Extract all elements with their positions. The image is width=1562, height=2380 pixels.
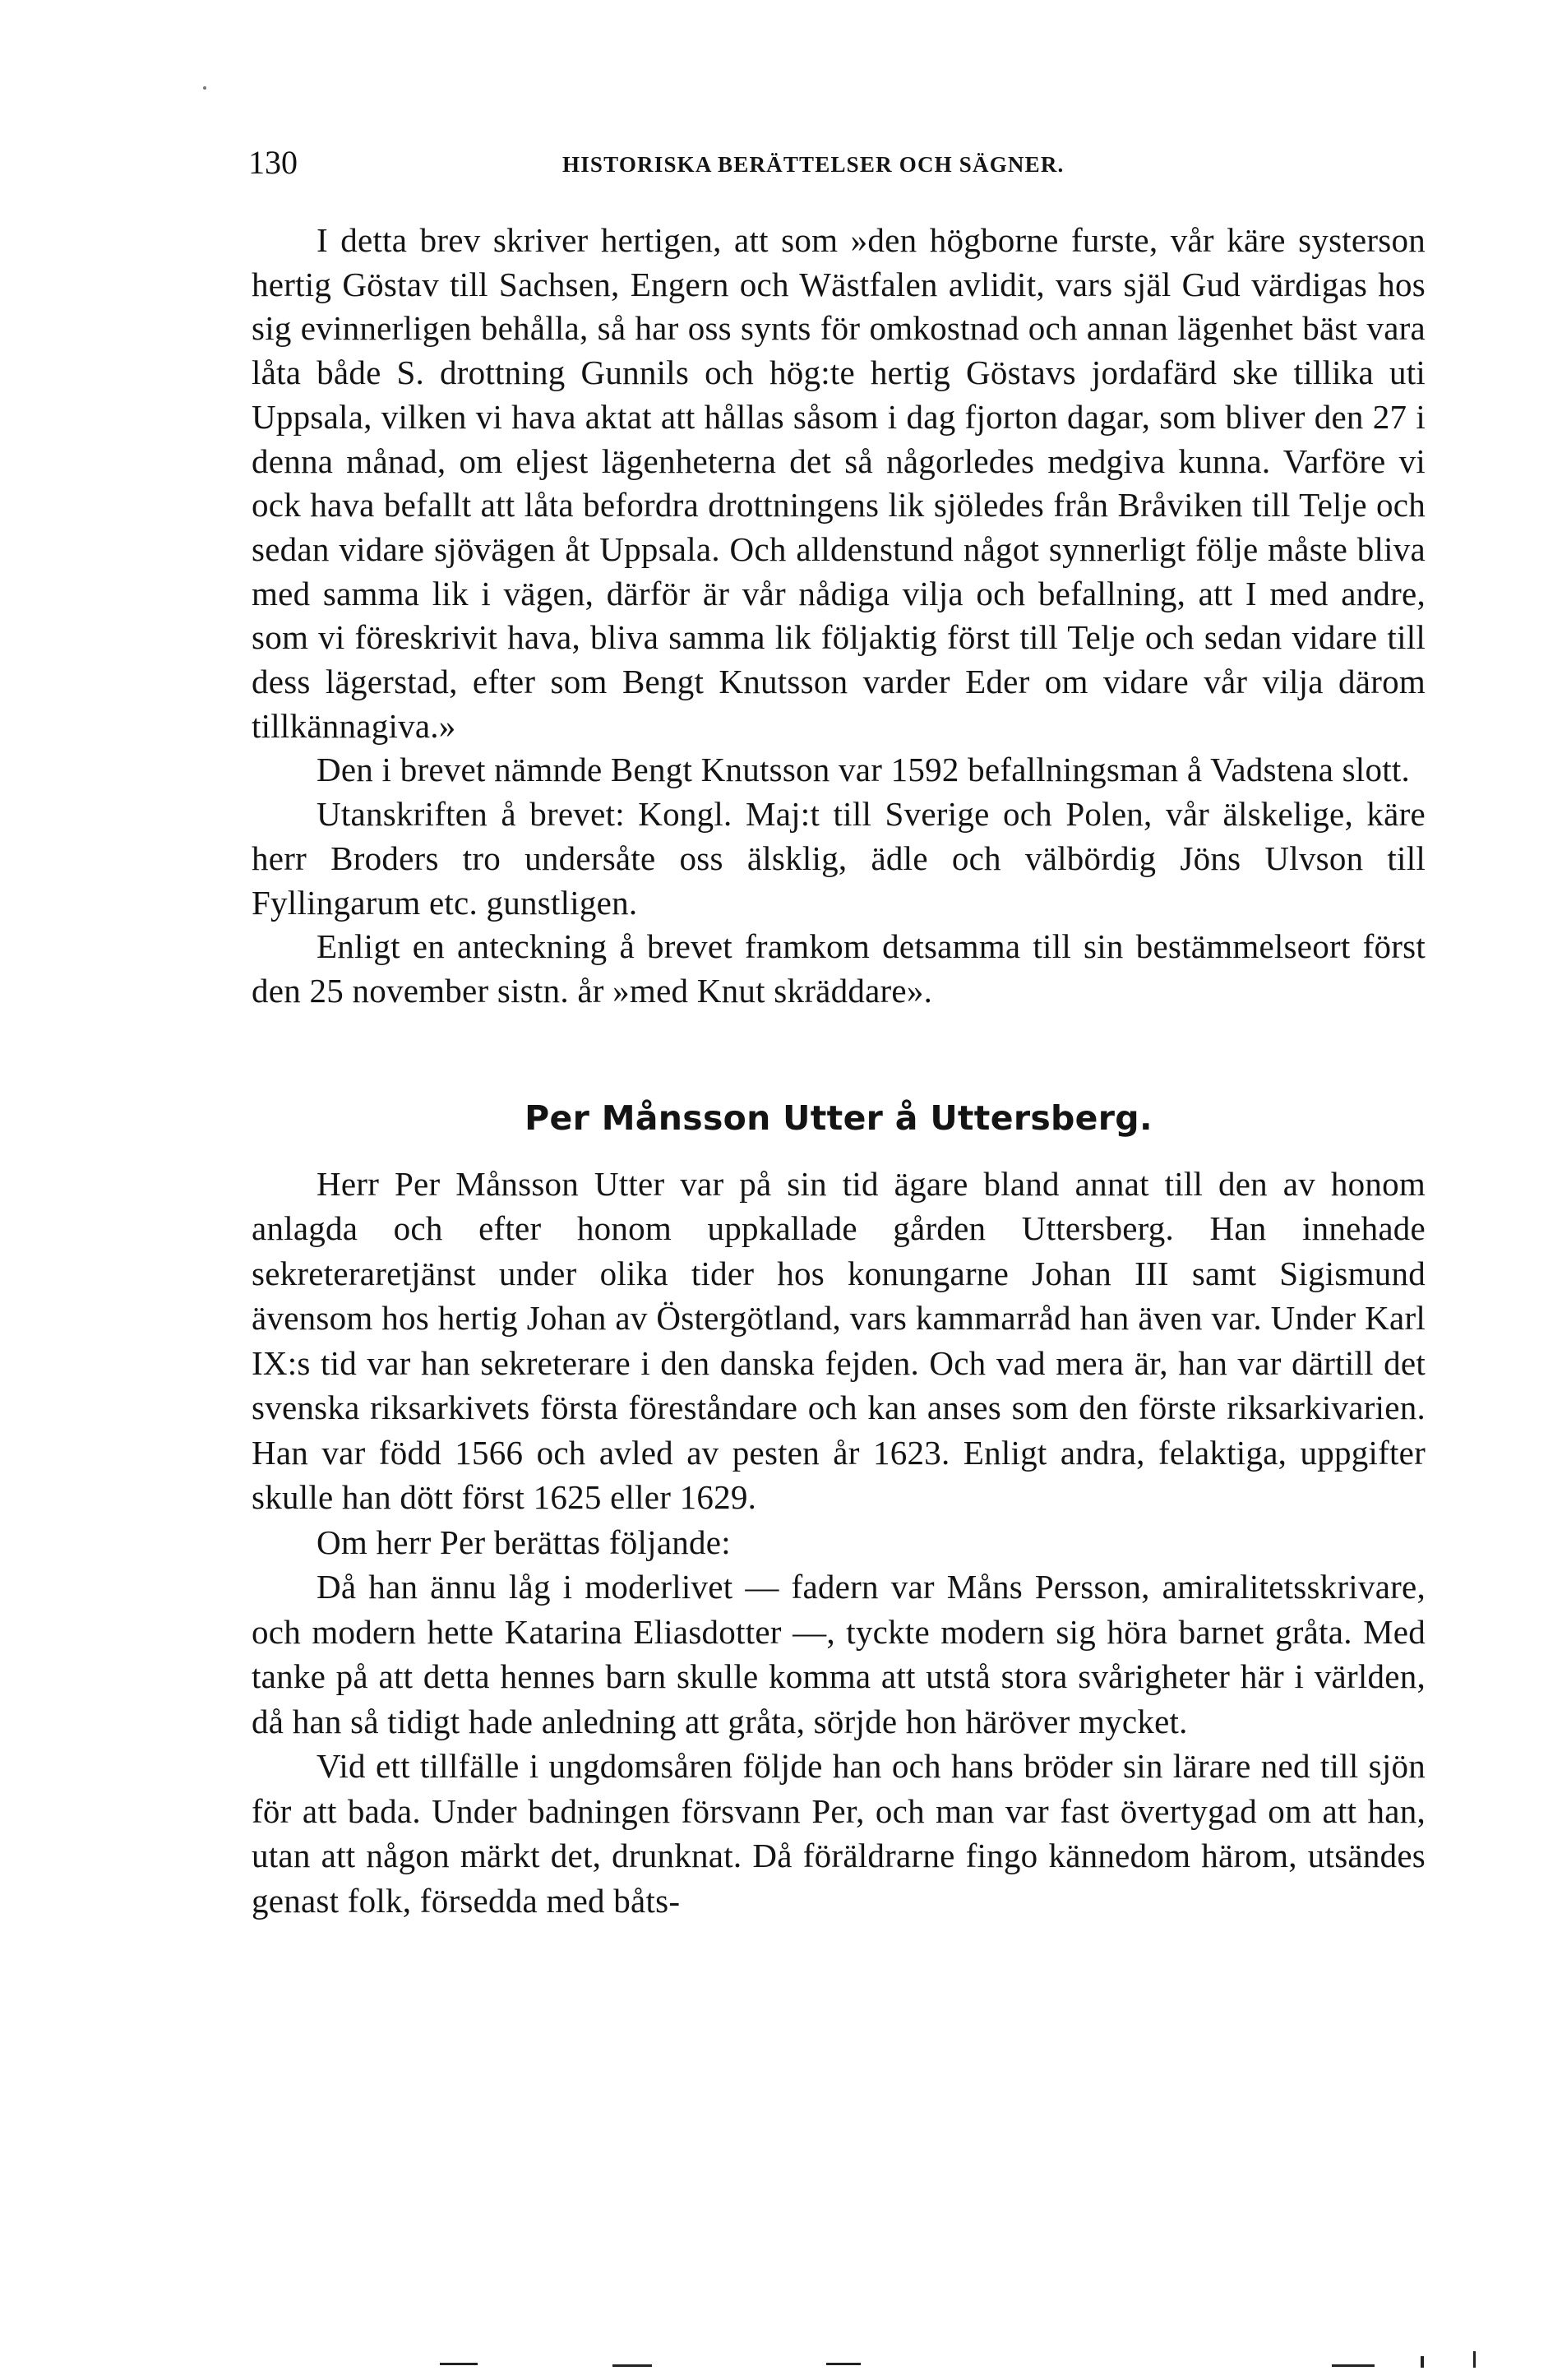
running-header [248, 140, 1426, 186]
scan-mark [1332, 2364, 1375, 2367]
scan-mark [826, 2363, 861, 2365]
paragraph: Enligt en anteckning å brevet framkom detsamma till sin bestämmelseort först den 25 november sistn. år »med Knut skräddare». [252, 927, 1426, 1010]
scan-mark [440, 2363, 478, 2365]
scan-mark [1473, 2351, 1476, 2368]
scan-mark [612, 2364, 652, 2367]
running-title: HISTORISKA BERÄTTELSER OCH SÄGNER. [562, 152, 1065, 177]
utter-section [252, 1094, 1426, 1924]
page-number: 130 [248, 144, 298, 181]
paragraph: Då han ännu låg i moderlivet — fadern var Måns Persson, amiralitetsskrivare, och modern hette Katarina Eliasdotter —, tyckte modern sig höra barnet gråta. Med tanke på att detta hennes barn skulle komma att utstå stora svårigheter här i världen, då han så tidigt hade anledning att gråta, sörjde hon häröver mycket. [252, 1568, 1426, 1740]
paragraph: Den i brevet nämnde Bengt Knutsson var 1592 befallningsman å Vadstena slott. [317, 751, 1410, 789]
paragraph: Vid ett tillfälle i ungdomsåren följde han och hans bröder sin lärare ned till sjön för att bada. Under badningen försvann Per, och man var fast övertygad om att han, utan att någon märkt det, drunknat. Då föräldrarne fingo kännedom härom, utsändes genast folk, försedda med båts- [252, 1747, 1426, 1920]
scan-dot [203, 86, 206, 90]
letter-section [252, 219, 1426, 1014]
paragraph: Utanskriften å brevet: Kongl. Maj:t till Sverige och Polen, vår älskelige, käre herr Broders tro undersåte oss älsklig, ädle och välbördig Jöns Ulvson till Fyllingarum etc. gunstligen. [252, 795, 1426, 922]
paragraph: I detta brev skriver hertigen, att som »den högborne furste, vår käre systerson hertig Göstav till Sachsen, Engern och Wästfalen avlidit, vars själ Gud värdigas hos sig evinnerligen behålla, så har oss synts för omkostnad och annan lägenhet bäst vara låta både S. drottning Gunnils och hög:te hertig Göstavs jordafärd ske tillika uti Uppsala, vilken vi hava aktat att hållas såsom i dag fjorton dagar, som bliver den 27 i denna månad, om eljest lägenheterna det så någorledes medgiva kunna. Varföre vi ock hava befallt att låta befordra drottningens lik sjöledes från Bråviken till Telje och sedan vidare sjövägen åt Uppsala. Och alldenstund något synnerligt följe måste bliva med samma lik i vägen, därför är vår nådiga vilja och befallning, att I med andre, som vi föreskrivit hava, bliva samma lik följaktig först till Telje och sedan vidare till dess lägerstad, efter som Bengt Knutsson varder Eder om vidare vår vilja därom tillkännagiva.» [252, 221, 1426, 745]
section-heading: Per Månsson Utter å Uttersberg. [525, 1098, 1153, 1138]
scan-mark [1421, 2356, 1424, 2368]
body-text [252, 219, 1426, 1923]
paragraph: Om herr Per berättas följande: [317, 1523, 731, 1561]
paragraph: Herr Per Månsson Utter var på sin tid ägare bland annat till den av honom anlagda och efter honom uppkallade gården Uttersberg. Han innehade sekreteraretjänst under olika tider hos konungarne Johan III samt Sigismund ävensom hos hertig Johan av Östergötland, vars kammarråd han även var. Under Karl IX:s tid var han sekreterare i den danska fejden. Och vad mera är, han var därtill det svenska riksarkivets första föreståndare och kan anses som den förste riksarkivarien. Han var född 1566 och avled av pesten år 1623. Enligt andra, felaktiga, uppgifter skulle han dött först 1625 eller 1629. [252, 1164, 1426, 1517]
book-page [248, 140, 1426, 1923]
